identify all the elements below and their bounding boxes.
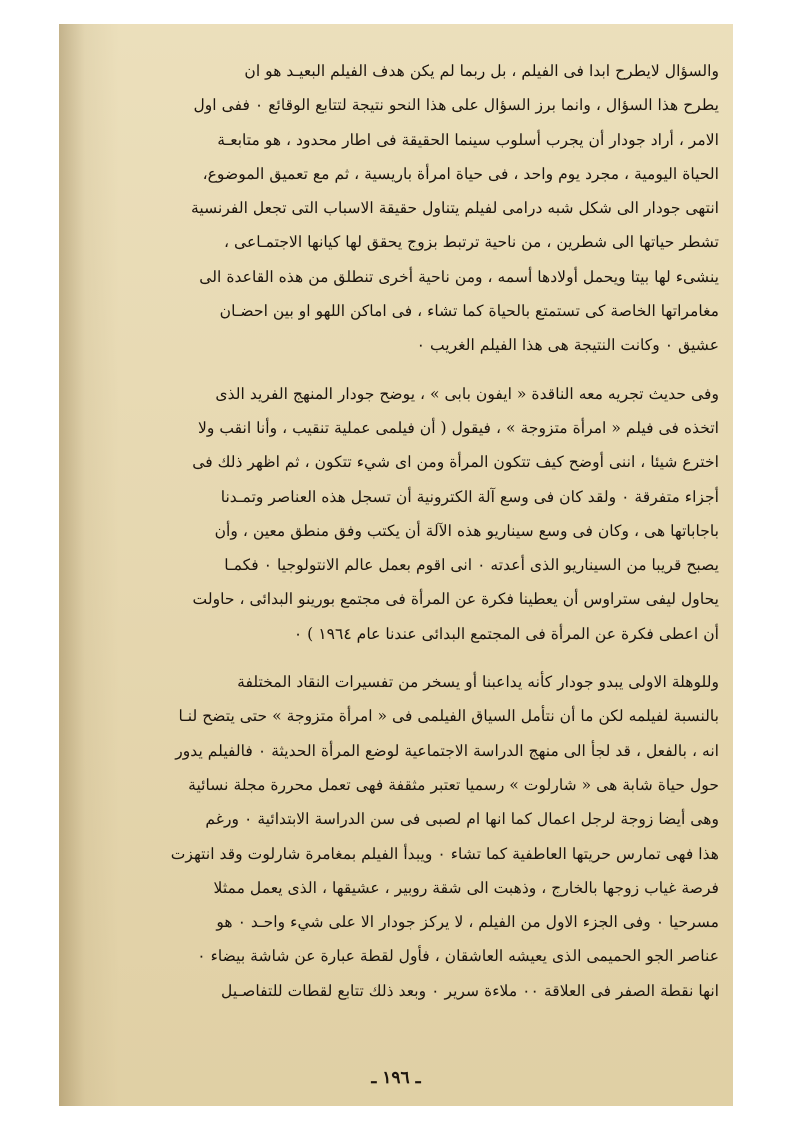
paragraph-1 bbox=[83, 54, 719, 363]
page-number: ـ ١٩٦ ـ bbox=[371, 1068, 421, 1088]
text-line: الحياة اليومية ، مجرد يوم واحد ، فى حياة امرأة باريسية ، ثم مع تعميق الموضوع، bbox=[202, 164, 719, 183]
text-line: حول حياة شابة هى « شارلوت » رسميا تعتبر مثقفة فهى تعمل محررة مجلة نسائية bbox=[188, 775, 719, 794]
scanned-book-page bbox=[59, 24, 733, 1106]
text-line: وفى حديث تجريه معه الناقدة « ايفون بابى » ، يوضح جودار المنهج الفريد الذى bbox=[215, 384, 719, 403]
text-line: فرصة غياب زوجها بالخارج ، وذهبت الى شقة روبير ، عشيقها ، الذى يعمل ممثلا bbox=[213, 878, 719, 897]
text-line: انها نقطة الصفر فى العلاقة ٠٠ ملاءة سرير ٠ وبعد ذلك تتابع لقطات للتفاصـيل bbox=[221, 981, 719, 1000]
text-line: باجاباتها هى ، وكان فى وسع سيناريو هذه الآلة أن يكتب وفق منطق معين ، وأن bbox=[214, 521, 719, 540]
text-line: مسرحيا ٠ وفى الجزء الاول من الفيلم ، لا يركز جودار الا على شيء واحـد ٠ هو bbox=[216, 913, 719, 932]
text-line: أن اعطى فكرة عن المرأة فى المجتمع البدائى عندنا عام ١٩٦٤ ) ٠ bbox=[293, 624, 719, 643]
text-line: عشيق ٠ وكانت النتيجة هى هذا الفيلم الغريب ٠ bbox=[416, 336, 719, 355]
text-line: ينشىء لها بيتا ويحمل أولادها أسمه ، ومن ناحية أخرى تنطلق من هذه القاعدة الى bbox=[199, 267, 719, 286]
text-line: اخترع شيئا ، اننى أوضح كيف تتكون المرأة ومن اى شيء تتكون ، ثم اظهر ذلك فى bbox=[192, 453, 719, 472]
paragraph-3 bbox=[83, 665, 719, 1008]
text-line: يطرح هذا السؤال ، وانما برز السؤال على هذا النحو نتيجة لتتابع الوقائع ٠ ففى اول bbox=[193, 96, 719, 115]
text-line: انه ، بالفعل ، قد لجأ الى منهج الدراسة الاجتماعية لوضع المرأة الحديثة ٠ فالفيلم يدور bbox=[175, 741, 719, 760]
text-line: والسؤال لايطرح ابدا فى الفيلم ، بل ربما لم يكن هدف الفيلم البعيـد هو ان bbox=[244, 62, 719, 80]
text-line: تشطر حياتها الى شطرين ، من ناحية ترتبط بزوج يحقق لها كيانها الاجتمـاعى ، bbox=[224, 233, 719, 252]
text-line: هذا فهى تمارس حريتها العاطفية كما تشاء ٠ ويبدأ الفيلم بمغامرة شارلوت وقد انتهزت bbox=[170, 844, 719, 863]
text-line: أجزاء متفرقة ٠ ولقد كان فى وسع آلة الكترونية أن تسجل هذه العناصر وتمـدنا bbox=[220, 487, 719, 506]
text-line: عناصر الجو الحميمى الذى يعيشه العاشقان ، فأول لقطة عبارة عن شاشة بيضاء ٠ bbox=[197, 947, 719, 966]
text-line: انتهى جودار الى شكل شبه درامى لفيلم يتناول حقيقة الاسباب التى تجعل الفرنسية bbox=[191, 199, 719, 218]
paragraph-2 bbox=[83, 377, 719, 651]
text-line: يصبح قريبا من السيناريو الذى أعدته ٠ انى اقوم بعمل عالم الانتولوجيا ٠ فكمـا bbox=[224, 556, 719, 575]
page-text-block bbox=[83, 54, 719, 1008]
text-line: بالنسبة لفيلمه لكن ما أن نتأمل السياق الفيلمى فى « امرأة متزوجة » حتى يتضح لنـا bbox=[178, 707, 719, 726]
text-line: الامر ، أراد جودار أن يجرب أسلوب سينما الحقيقة فى اطار محدود ، هو متابعـة bbox=[217, 130, 719, 149]
text-line: اتخذه فى فيلم « امرأة متزوجة » ، فيقول ( أن فيلمى عملية تنقيب ، وأنا انقب ولا bbox=[197, 418, 719, 437]
text-line: مغامراتها الخاصة كى تستمتع بالحياة كما تشاء ، فى اماكن اللهو او بين احضـان bbox=[219, 302, 719, 321]
text-line: وهى أيضا زوجة لرجل اعمال كما انها ام لصبى فى سن الدراسة الابتدائية ٠ ورغم bbox=[205, 810, 719, 829]
text-line: يحاول ليفى ستراوس أن يعطينا فكرة عن المرأة فى مجتمع بورينو البدائى ، حاولت bbox=[192, 590, 719, 609]
text-line: وللوهلة الاولى يبدو جودار كأنه يداعبنا أو يسخر من تفسيرات النقاد المختلفة bbox=[237, 673, 719, 692]
